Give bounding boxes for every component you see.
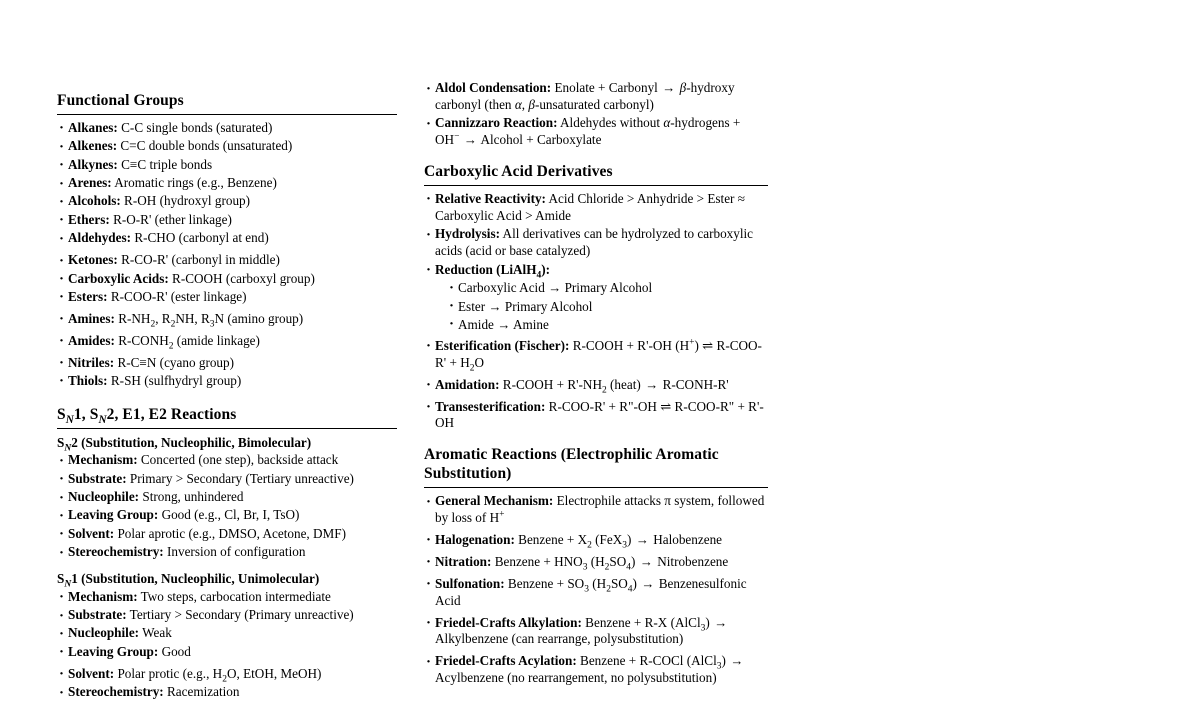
list-item: · Esterification (Fischer): R-COOH + R'-OH (H+) ⇌ $R-COO-R' + H_2O$	[424, 338, 768, 372]
list-item	[57, 589, 397, 606]
item-text: R-COOH (carboxyl group)	[168, 270, 315, 286]
item-text: Aromatic rings (e.g., Benzene)	[111, 175, 277, 191]
item-label: Alcohols:	[68, 193, 121, 209]
alpha-symbol: α	[514, 96, 522, 112]
item-label: Nucleophile:	[68, 489, 140, 505]
item-text: Good	[158, 643, 191, 659]
item-text: Concerted (one step), backside attack	[137, 452, 339, 468]
carbonyl-list	[424, 80, 768, 149]
item-label: General Mechanism:	[435, 493, 554, 509]
item-label: Amides:	[68, 332, 115, 348]
item-text: Polar aprotic (e.g., DMSO, Acetone, DMF)	[114, 525, 346, 541]
reduction-sublist	[435, 279, 768, 332]
item-label: Amidation:	[435, 376, 500, 392]
list-item	[57, 373, 397, 390]
item-label: Solvent:	[68, 525, 115, 541]
sn1-list	[57, 589, 397, 701]
item-text: All derivatives can be hydrolyzed to carboxylic acids (acid or base catalyzed)	[435, 226, 754, 259]
list-item	[57, 120, 397, 137]
list-item	[57, 138, 397, 155]
section-divider	[424, 487, 768, 488]
item-label: Relative Reactivity:	[435, 190, 546, 206]
list-item	[57, 252, 397, 269]
item-label: Ethers:	[68, 211, 110, 227]
list-item: · General Mechanism: Electrophile attacks π system, followed by loss of H+	[424, 493, 768, 527]
section-divider	[57, 428, 397, 429]
list-item: · Relative Reactivity: Acid Chloride > Anhydride > Ester ≈ Carboxylic Acid > Amide	[424, 191, 768, 225]
item-text: R-COO-R' (ester linkage)	[107, 288, 247, 304]
item-label: Hydrolysis:	[435, 226, 500, 242]
item-label: Substrate:	[68, 470, 127, 486]
item-label: Solvent:	[68, 665, 115, 681]
item-text: R-O-R' (ether linkage)	[109, 211, 232, 227]
item-label: Carboxylic Acids:	[68, 270, 169, 286]
list-item	[57, 489, 397, 506]
item-label: Arenes:	[68, 175, 112, 191]
section-divider	[57, 114, 397, 115]
list-item: · Sulfonation: Benzene + $SO_3$ $(H_2SO_4)$ → Benzenesulfonic Acid	[424, 576, 768, 610]
beta-symbol: β	[679, 80, 687, 95]
section-divider	[424, 185, 768, 186]
list-item	[57, 230, 397, 247]
item-label: Esterification (Fischer):	[435, 337, 570, 353]
item-label: Halogenation:	[435, 531, 515, 547]
item-label: Ketones:	[68, 252, 118, 268]
left-column	[57, 92, 397, 715]
list-item: · Amide → Amine	[448, 316, 768, 333]
item-text: Primary > Secondary (Tertiary unreactive)	[126, 470, 354, 486]
sn2-list	[57, 452, 397, 561]
list-item: · Amides: $R-CONH_2$ (amide linkage)	[57, 333, 397, 350]
subsection-title-sn2: $S_N2$ (Substitution, Nucleophilic, Bimolecular)	[57, 434, 312, 454]
list-item: · Carboxylic Acid → Primary Alcohol	[448, 279, 768, 296]
item-label: Reduction (LiAlH$_4$):	[435, 261, 551, 281]
list-item	[57, 452, 397, 469]
item-label: Thiols:	[68, 372, 108, 388]
item-label: Amines:	[68, 310, 115, 326]
subsection-title-sn1: $S_N1$ (Substitution, Nucleophilic, Unimolecular)	[57, 571, 320, 590]
item-text: Racemization	[163, 684, 240, 700]
pi-symbol: π	[664, 493, 671, 509]
list-item: · Friedel-Crafts Acylation: Benzene + R-COCl (AlCl$_3$) → Acylbenzene (no rearrangement, no polysubstitution)	[424, 653, 768, 687]
list-item	[57, 607, 397, 624]
list-item	[57, 271, 397, 288]
list-item	[57, 526, 397, 543]
item-text: R-CO-R' (carbonyl in middle)	[117, 252, 280, 268]
item-label: Friedel-Crafts Alkylation:	[435, 614, 582, 630]
section-title: $S_N1$, $S_N2$, E1, E2 Reactions	[57, 405, 237, 426]
item-text: Inversion of configuration	[163, 544, 306, 560]
item-label: Aldol Condensation:	[435, 80, 552, 95]
list-item: · Nitration: Benzene + $HNO_3$ $(H_2SO_4)$ → Nitrobenzene	[424, 554, 768, 571]
item-label: Nitriles:	[68, 354, 115, 370]
item-text: R-SH (sulfhydryl group)	[107, 372, 242, 388]
list-item	[57, 684, 397, 701]
list-item: · Amidation: R-COOH + $R'-NH_2$ (heat) → R-CONH-R'	[424, 377, 768, 394]
item-label: Aldehydes:	[68, 230, 132, 246]
item-text: R-C≡N (cyano group)	[114, 354, 235, 370]
section-sn-e-reactions	[57, 406, 397, 701]
alpha-symbol: α	[663, 115, 671, 131]
item-text: R-OH (hydroxyl group)	[120, 193, 251, 209]
item-label: Alkenes:	[68, 138, 118, 154]
list-item	[57, 355, 397, 372]
list-item	[424, 262, 768, 333]
list-item	[57, 644, 397, 661]
item-label: Cannizzaro Reaction:	[435, 115, 558, 131]
item-label: Leaving Group:	[68, 507, 159, 523]
item-label: Nucleophile:	[68, 625, 140, 641]
item-label: Substrate:	[68, 607, 127, 623]
list-item	[57, 544, 397, 561]
functional-groups-list	[57, 120, 397, 390]
beta-symbol: β	[528, 96, 535, 112]
list-item	[57, 625, 397, 642]
section-functional-groups	[57, 92, 397, 390]
item-label: Transesterification:	[435, 398, 546, 414]
list-item: · Transesterification: R-COO-R' + R"-OH ⇌ R-COO-R" + R'-OH	[424, 399, 768, 433]
list-item	[57, 212, 397, 229]
item-text: Good (e.g., Cl, Br, I, TsO)	[158, 507, 300, 523]
list-item	[57, 289, 397, 306]
list-item: · Ester → Primary Alcohol	[448, 298, 768, 315]
section-aromatic-reactions	[424, 446, 768, 687]
item-label: Mechanism:	[68, 452, 138, 468]
item-label: Sulfonation:	[435, 575, 505, 591]
item-text: C-C single bonds (saturated)	[117, 119, 273, 135]
section-carbonyl-continued	[424, 80, 768, 149]
item-label: Stereochemistry:	[68, 684, 164, 700]
list-item	[57, 471, 397, 488]
list-item	[57, 507, 397, 524]
item-text: Strong, unhindered	[139, 489, 244, 505]
list-item: · Amines: $R-NH_2$, $R_2NH$, $R_3N$ (amino group)	[57, 311, 397, 328]
list-item	[57, 175, 397, 192]
item-label: Mechanism:	[68, 588, 138, 604]
item-text: C≡C triple bonds	[117, 156, 213, 172]
list-item: · Cannizzaro Reaction: Aldehydes without α-hydrogens + OH− → Alcohol + Carboxylate	[424, 115, 768, 149]
list-item: · Solvent: Polar protic (e.g., $H_2O$, EtOH, MeOH)	[57, 666, 397, 683]
item-text: Two steps, carbocation intermediate	[137, 588, 331, 604]
carboxylic-derivatives-list	[424, 191, 768, 432]
item-text: Weak	[139, 625, 172, 641]
list-item	[57, 157, 397, 174]
item-label: Esters:	[68, 288, 108, 304]
item-label: Friedel-Crafts Acylation:	[435, 653, 577, 669]
item-label: Leaving Group:	[68, 643, 159, 659]
item-text: C=C double bonds (unsaturated)	[117, 138, 293, 154]
item-text: Tertiary > Secondary (Primary unreactive)	[126, 607, 354, 623]
right-column	[424, 80, 768, 701]
aromatic-reactions-list	[424, 493, 768, 687]
section-title: Carboxylic Acid Derivatives	[424, 163, 613, 181]
section-title: Aromatic Reactions (Electrophilic Aromatic Substitution)	[424, 446, 719, 483]
list-item	[424, 226, 768, 260]
item-label: Alkanes:	[68, 119, 118, 135]
item-text: R-CHO (carbonyl at end)	[131, 230, 269, 246]
section-title: Functional Groups	[57, 92, 184, 109]
item-label: Nitration:	[435, 553, 492, 569]
list-item: · Friedel-Crafts Alkylation: Benzene + R-X (AlCl$_3$) → Alkylbenzene (can rearrange, polysubstitution)	[424, 615, 768, 649]
list-item: · Aldol Condensation: Enolate + Carbonyl → β-hydroxy carbonyl (then α, β-unsaturated carbonyl)	[424, 80, 768, 114]
item-label: Stereochemistry:	[68, 544, 164, 560]
list-item: · Halogenation: Benzene + $X_2$ (FeX$_3$) → Halobenzene	[424, 532, 768, 549]
item-label: Alkynes:	[68, 156, 118, 172]
list-item	[57, 193, 397, 210]
section-carboxylic-acid-derivatives	[424, 163, 768, 432]
